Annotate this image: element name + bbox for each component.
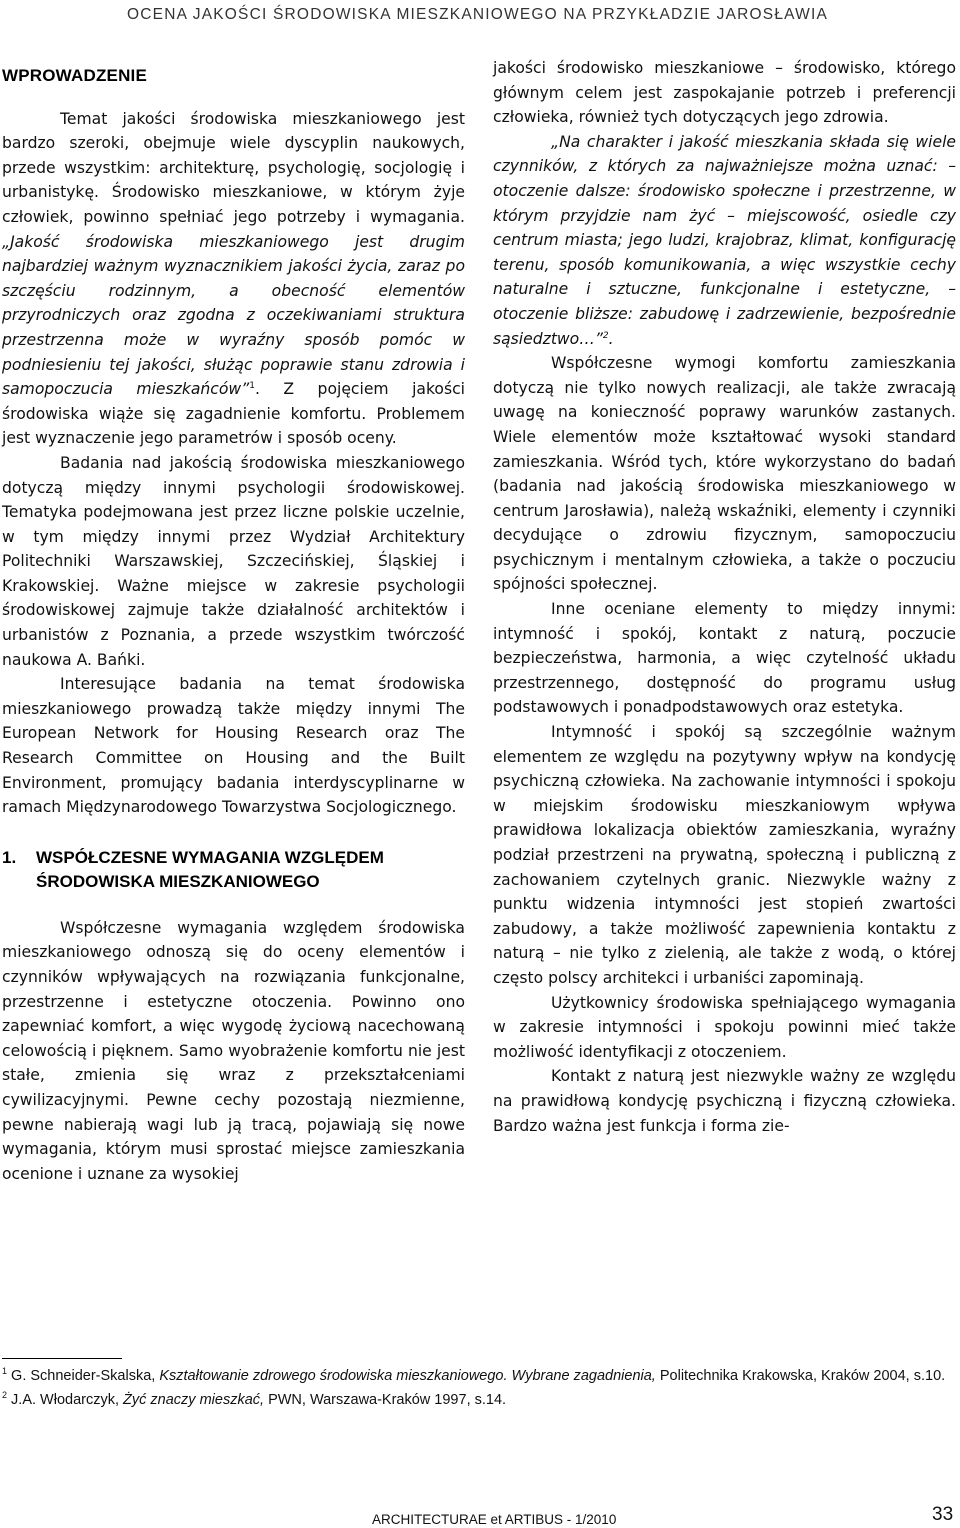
section-heading-intro: WPROWADZENIE [2, 66, 148, 85]
paragraph: Współczesne wymagania względem środowiska mieszkaniowego odnoszą się do oceny elementów i czynników wpływających na rozwiązania funkcjonalne, przestrzenne i estetyczne otoczenia. Powinno ono zapewniać komfort, a więc wygodę życiową nacechowaną celowością i pięknem. Samo wyobrażenie komfortu nie jest stałe, zmienia się wraz z przekształceniami cywilizacyjnymi. Pewne cechy pozostają niezmienne, pewne nabierają wagi lub ją tracą, pojawiają się nowe wymagania, którym musi sprostać miejsce zamieszkania ocenione i uznane za wysokiej [2, 918, 465, 1183]
quote-text: „Jakość środowiska mieszkaniowego jest drugim najbardziej ważnym wyznacznikiem jakości życia, zaraz po szczęściu rodzinnym, a obecność elementów przyrodniczych oraz zgodna z oczekiwaniami struktura przestrzenna może w wyraźny sposób pomóc w podniesieniu tej jakości, służąc poprawie stanu zdrowia i samopoczucia mieszkańców” [2, 232, 465, 399]
footnote-divider [2, 1358, 122, 1359]
footnote-ref[interactable]: 2 [602, 330, 609, 341]
paragraph-text: . Z pojęciem jakości środowiska wiąże się zagadnienie komfortu. Problemem jest wyznaczenie jego parametrów i sposób oceny. [2, 380, 465, 448]
quote-end: . [608, 329, 614, 348]
footnote-title: Żyć znaczy mieszkać, [123, 1392, 265, 1408]
paragraph: Współczesne wymogi komfortu zamieszkania dotyczą nie tylko nowych realizacji, ale także zwracają uwagę na konieczność poprawy warunków zastanych. Wiele elementów może kształtować wysoki standard zamieszkania. Wśród tych, które wykorzystano do badań (badania nad jakością środowiska mieszkaniowego w centrum Jarosławia), należą wskaźniki, elementy i czynniki decydujące o zdrowiu fizycznym, samopoczuciu psychicznym i mentalnym człowieka, a także o poczuciu spójności społecznej. [493, 354, 956, 594]
paragraph: Kontakt z naturą jest niezwykle ważny ze względu na prawidłową kondycję psychiczną i fizyczną człowieka. Bardzo ważna jest funkcja i forma zie- [493, 1067, 956, 1135]
section-heading-1 [2, 846, 465, 894]
footnote-number: 2 [2, 1390, 8, 1401]
footnote-1 [2, 1366, 958, 1387]
footnotes [2, 1366, 958, 1414]
footnote-text: G. Schneider-Skalska, [7, 1368, 160, 1384]
page-number: 33 [932, 1504, 954, 1525]
paragraph-text: Temat jakości środowiska mieszkaniowego jest bardzo szeroki, obejmuje wiele dyscyplin naukowych, przede wszystkim: architekturę, psychologię, socjologię i urbanistykę. Środowisko mieszkaniowe, w którym żyje człowiek, powinno spełniać jego potrzeby i wymagania. [2, 109, 465, 226]
footnote-2 [2, 1390, 958, 1411]
journal-footer: ARCHITECTURAE et ARTIBUS - 1/2010 [372, 1512, 617, 1527]
paragraph: Użytkownicy środowiska spełniającego wymagania w zakresie intymności i spokoju powinni mieć także możliwość identyfikacji z otoczeniem. [493, 993, 956, 1061]
footnote-ref[interactable]: 1 [249, 380, 255, 391]
paragraph: jakości środowisko mieszkaniowe – środowisko, którego głównym celem jest zaspokajanie potrzeb i preferencji człowieka, również tych dotyczących jego zdrowia. [493, 59, 956, 127]
section-title: WSPÓŁCZESNE WYMAGANIA WZGLĘDEM ŚRODOWISKA MIESZKANIOWEGO [36, 847, 384, 891]
paragraph: Badania nad jakością środowiska mieszkaniowego dotyczą między innymi psychologii środowiskowej. Tematyka podejmowana jest przez liczne polskie uczelnie, w tym między innymi przez Wydział Architektury Politechniki Warszawskiej, Szczecińskiej, Śląskiej i Krakowskiej. Ważne miejsce w zakresie psychologii środowiskowej zajmuje także działalność architektów i urbanistów z Poznania, a przede wszystkim twórczość naukowa A. Bańki. [2, 453, 465, 669]
footnote-text: J.A. Włodarczyk, [7, 1392, 124, 1408]
footnote-number: 1 [2, 1366, 8, 1377]
quote-paragraph [493, 130, 956, 351]
quote-text: „Na charakter i jakość mieszkania składa się wiele czynników, z których za najważniejsze można uznać: – otoczenie dalsze: środowisko społeczne i przestrzenne, w którym przyjdzie nam żyć – miejscowość, osiedle czy centrum miasta; jego ludzi, krajobraz, klimat, konfigurację terenu, sposób komunikowania, a więc wszystkie cechy naturalne i sztuczne, funkcjonalne i estetyczne, – otoczenie bliższe: zabudowę i zadrzewienie, bezpośrednie sąsiedztwo…” [493, 132, 956, 348]
right-column [493, 56, 956, 1138]
paragraph: Interesujące badania na temat środowiska mieszkaniowego prowadzą także między innymi The European Network for Housing Research oraz The Research Committee on Housing and the Built Environment, promujący badania interdyscyplinarne w ramach Międzynarodowego Towarzystwa Socjologicznego. [2, 675, 465, 817]
footnote-text: Politechnika Krakowska, Kraków 2004, s.10. [655, 1368, 946, 1384]
footnote-title: Kształtowanie zdrowego środowiska mieszkaniowego. Wybrane zagadnienia, [159, 1368, 656, 1384]
left-column [2, 56, 465, 1186]
paragraph [2, 107, 465, 451]
footnote-text: PWN, Warszawa-Kraków 1997, s.14. [264, 1392, 507, 1408]
paragraph: Intymność i spokój są szczególnie ważnym elementem ze względu na pozytywny wpływ na kondycję psychiczną człowieka. Na zachowanie intymności i spokoju w miejskim środowisku mieszkaniowym wpływa prawidłowa lokalizacja obiektów zamieszkania, wyraźny podział przestrzeni na prywatną, społeczną i publiczną z zachowaniem czytelnych granic. Niezwykle ważny z punktu widzenia intymności jest stopień zwartości zabudowy, a także możliwość zapewnienia kontaktu z naturą – nie tylko z zielenią, ale także z wodą, o której często polscy architekci i urbaniści zapominają. [493, 723, 956, 987]
running-head: OCENA JAKOŚCI ŚRODOWISKA MIESZKANIOWEGO NA PRZYKŁADZIE JAROSŁAWIA [127, 6, 828, 23]
paragraph: Inne oceniane elementy to między innymi: intymność i spokój, kontakt z naturą, poczucie bezpieczeństwa, harmonia, a więc czytelność układu przestrzennego, dostępność do programu usług podstawowych i ponadpodstawowych oraz estetyka. [493, 600, 956, 717]
section-number: 1. [2, 847, 17, 867]
